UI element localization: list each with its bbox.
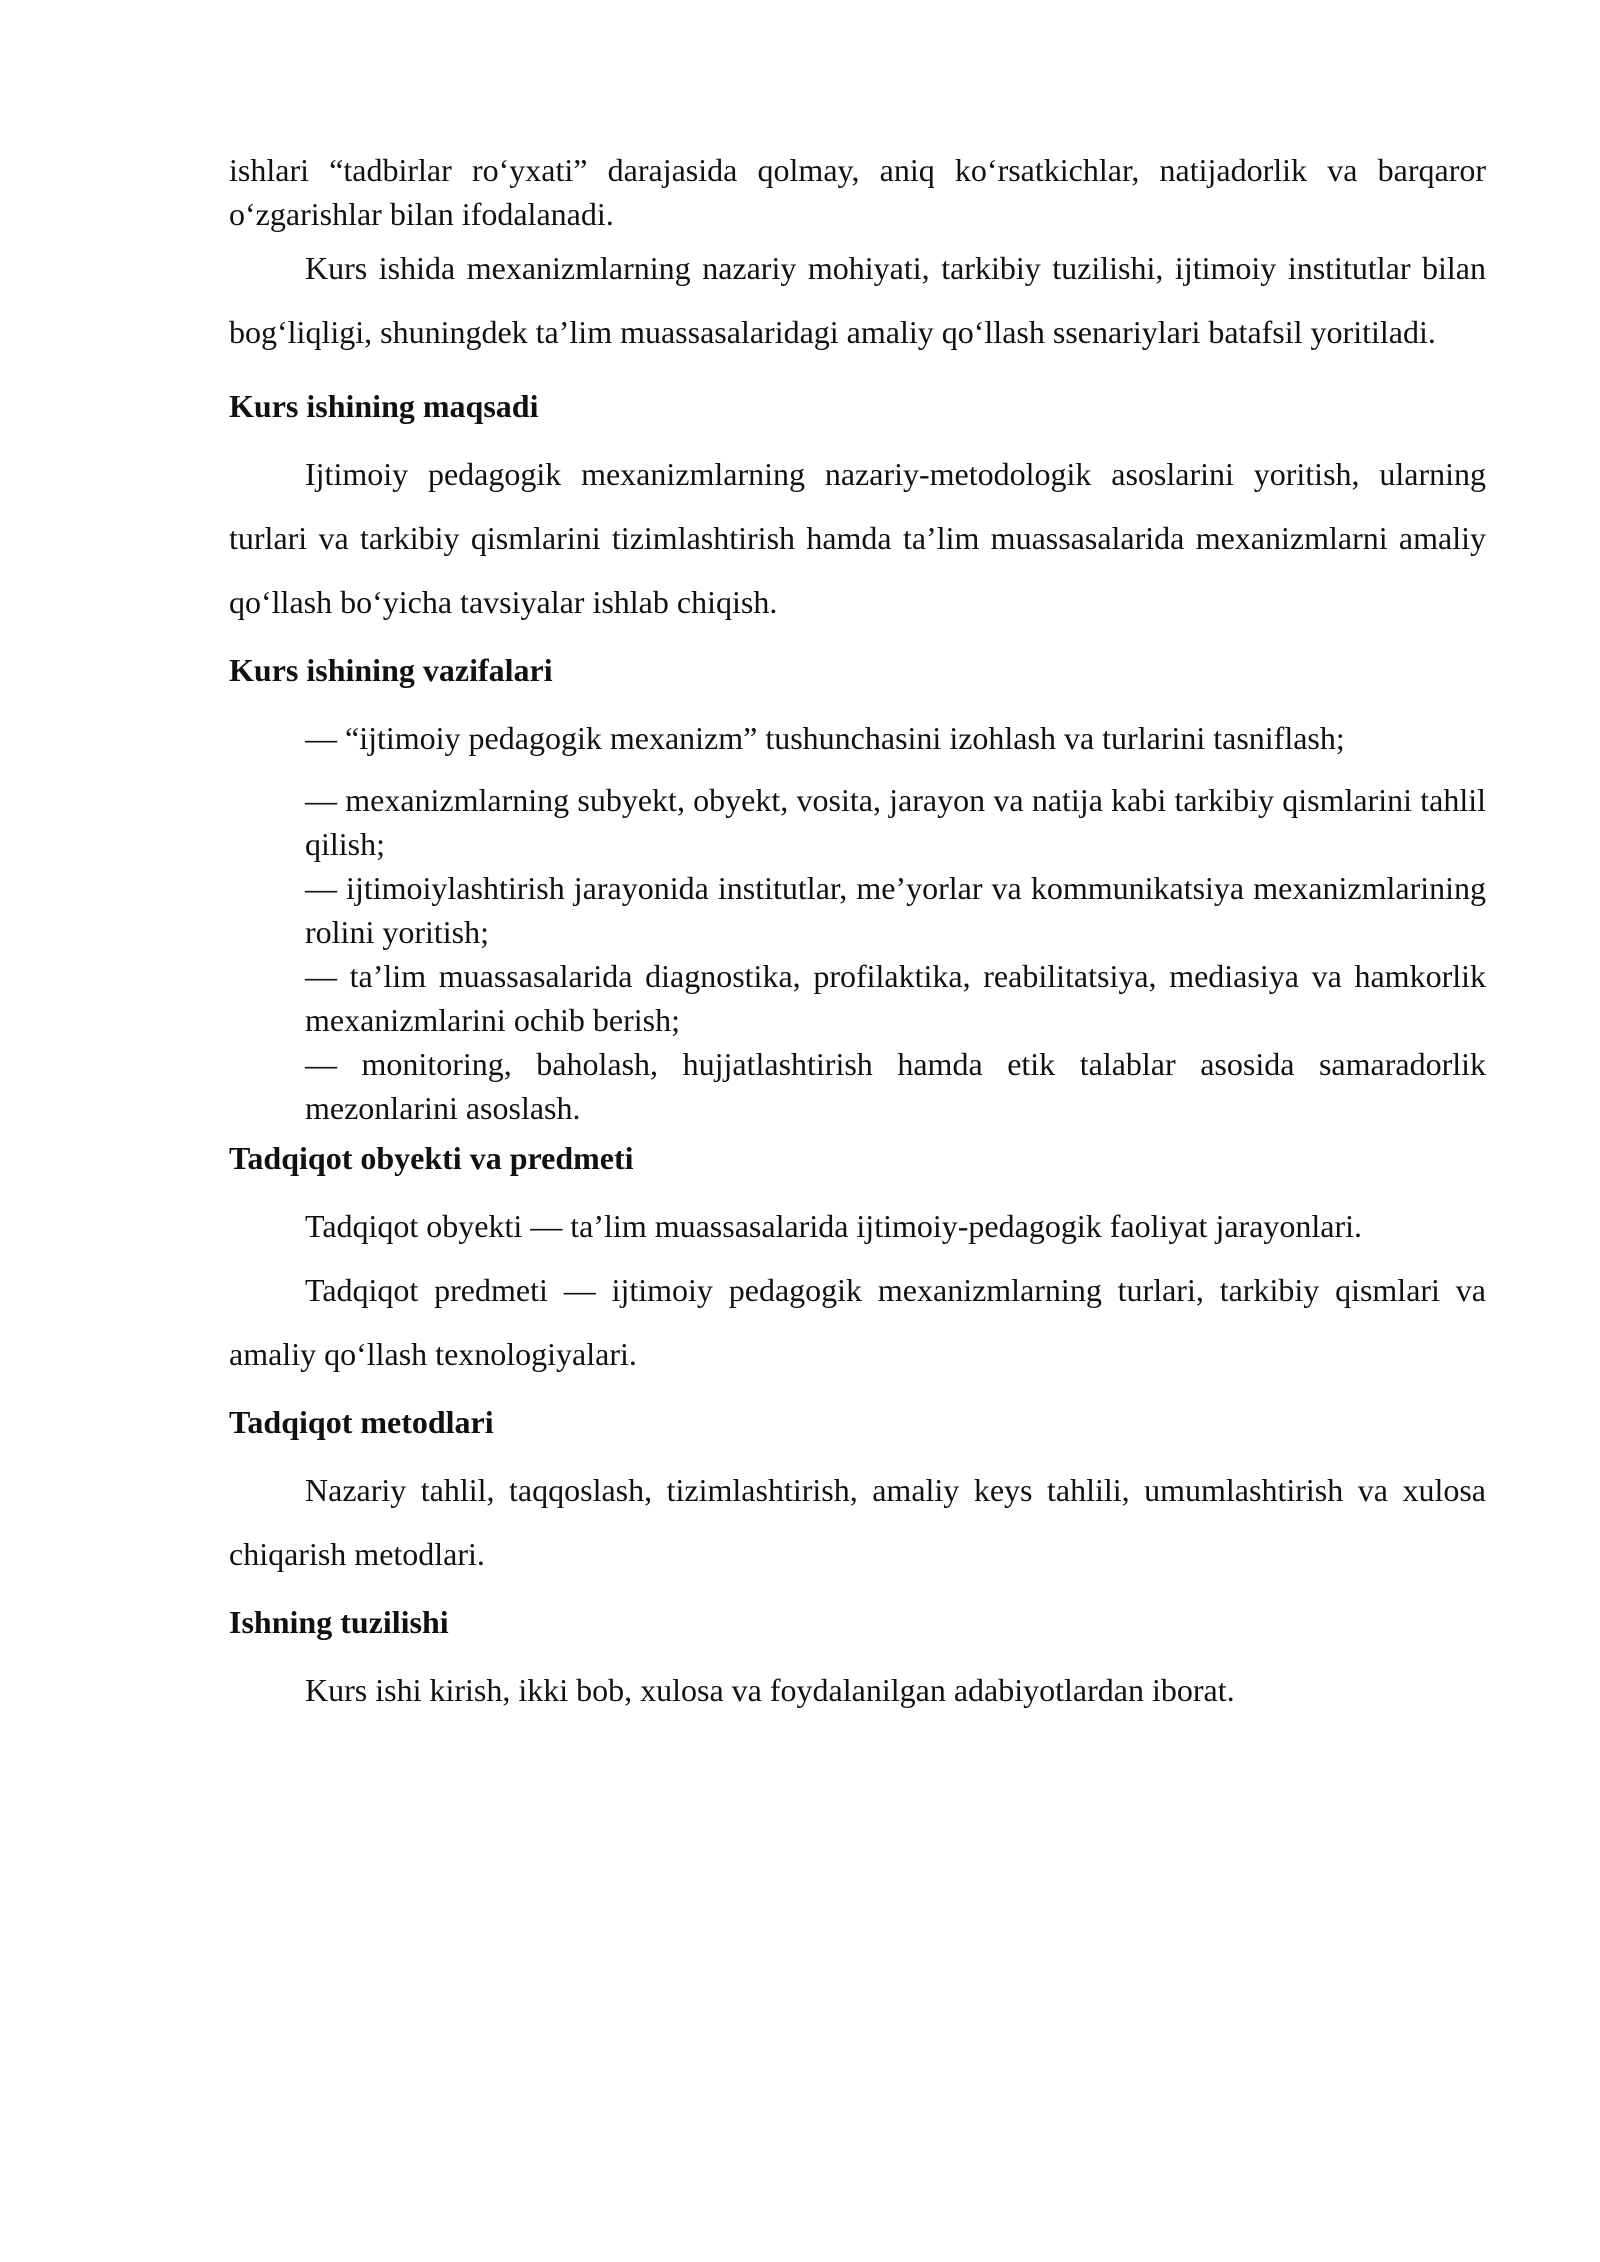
goal-paragraph: Ijtimoiy pedagogik mexanizmlarning nazariy-metodologik asoslarini yoritish, ularning turlari va tarkibiy qismlarini tizimlashtirish hamda ta’lim muassasalarida mexanizmlarni amaliy qo‘llash bo‘yicha tavsiyalar ishlab chiqish. xyxy=(229,456,1486,620)
list-item: — “ijtimoiy pedagogik mexanizm” tushunchasini izohlash va turlarini tasniflash; xyxy=(305,720,1345,756)
methods-heading: Tadqiqot metodlari xyxy=(229,1404,494,1440)
methods-paragraph: Nazariy tahlil, taqqoslash, tizimlashtirish, amaliy keys tahlili, umumlashtirish va xulosa chiqarish metodlari. xyxy=(229,1472,1486,1572)
document-page xyxy=(229,148,1486,1722)
structure-heading: Ishning tuzilishi xyxy=(229,1604,449,1640)
list-item: — mexanizmlarning subyekt, obyekt, vosita, jarayon va natija kabi tarkibiy qismlarini tahlil qilish; xyxy=(305,782,1486,862)
tasks-list xyxy=(229,706,1486,1130)
intro-course-paragraph: Kurs ishida mexanizmlarning nazariy mohiyati, tarkibiy tuzilishi, ijtimoiy institutlar bilan bog‘liqligi, shuningdek ta’lim muassasalaridagi amaliy qo‘llash ssenariylari batafsil yoritiladi. xyxy=(229,250,1486,350)
list-item: — ijtimoiylashtirish jarayonida institutlar, me’yorlar va kommunikatsiya mexanizmlarining rolini yoritish; xyxy=(305,870,1486,950)
object-subject-heading: Tadqiqot obyekti va predmeti xyxy=(229,1140,634,1176)
tasks-heading: Kurs ishining vazifalari xyxy=(229,652,553,688)
research-object-paragraph: Tadqiqot obyekti — ta’lim muassasalarida ijtimoiy-pedagogik faoliyat jarayonlari. xyxy=(305,1208,1363,1244)
list-item: — monitoring, baholash, hujjatlashtirish hamda etik talablar asosida samaradorlik mezonlarini asoslash. xyxy=(305,1046,1486,1126)
goal-heading: Kurs ishining maqsadi xyxy=(229,388,539,424)
research-subject-paragraph: Tadqiqot predmeti — ijtimoiy pedagogik mexanizmlarning turlari, tarkibiy qismlari va amaliy qo‘llash texnologiyalari. xyxy=(229,1272,1486,1372)
structure-paragraph: Kurs ishi kirish, ikki bob, xulosa va foydalanilgan adabiyotlardan iborat. xyxy=(305,1672,1235,1708)
intro-continuation-paragraph: ishlari “tadbirlar ro‘yxati” darajasida qolmay, aniq ko‘rsatkichlar, natijadorlik va barqaror o‘zgarishlar bilan ifodalanadi. xyxy=(229,152,1486,232)
list-item: — ta’lim muassasalarida diagnostika, profilaktika, reabilitatsiya, mediasiya va hamkorlik mexanizmlarini ochib berish; xyxy=(305,958,1486,1038)
